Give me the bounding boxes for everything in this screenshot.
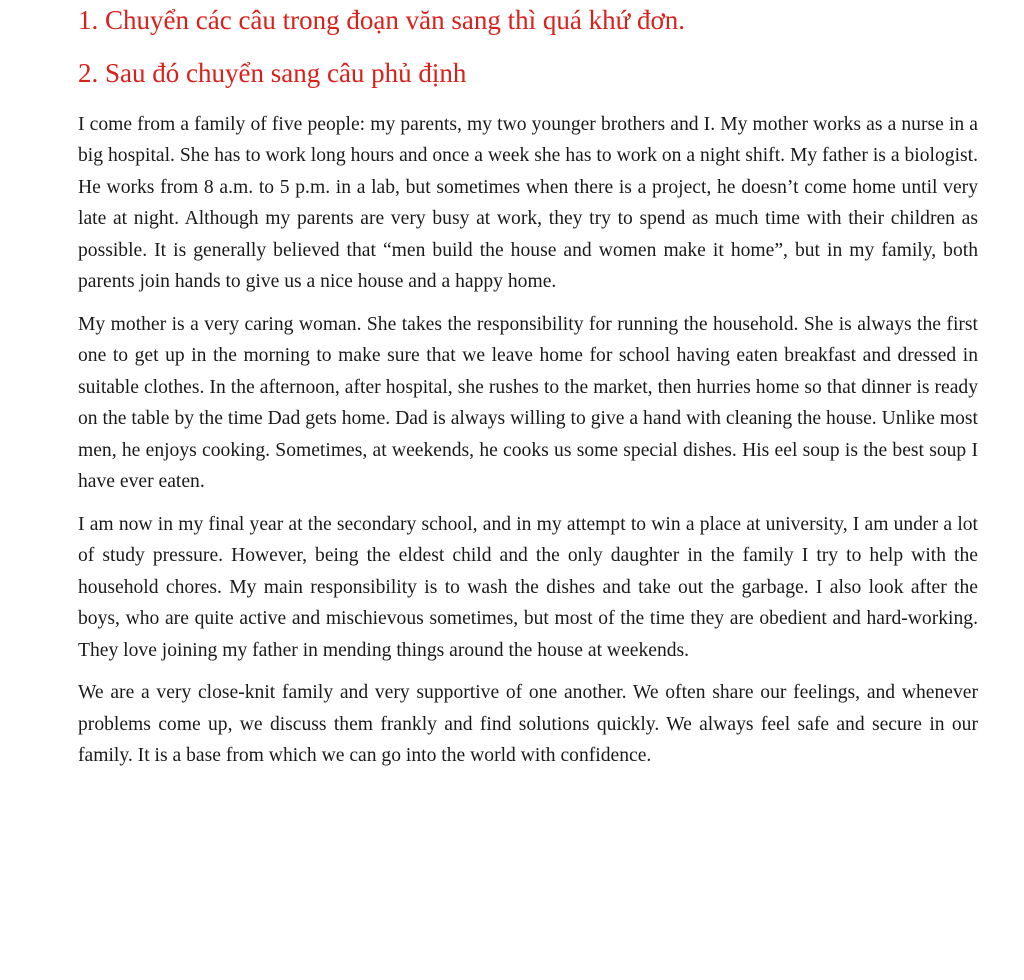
paragraph-3: I am now in my final year at the secondary school, and in my attempt to win a place at university, I am under a lot of study pressure. However, being the eldest child and the only daughter in the family I try to help with the household chores. My main responsibility is to wash the dishes and take out the garbage. I also look after the boys, who are quite active and mischievous sometimes, but most of the time they are obedient and hard-working. They love joining my father in mending things around the house at weekends.: [78, 513, 978, 661]
paragraph-1: I come from a family of five people: my parents, my two younger brothers and I. My mother works as a nurse in a big hospital. She has to work long hours and once a week she has to work on a night shift. My father is a biologist. He works from 8 a.m. to 5 p.m. in a lab, but sometimes when there is a project, he doesn’t come home until very late at night. Although my parents are very busy at work, they try to spend as much time with their children as possible. It is generally believed that “men build the house and women make it home”, but in my family, both parents join hands to give us a nice house and a happy home.: [78, 114, 978, 293]
reading-passage: [78, 109, 978, 783]
paragraph-2: My mother is a very caring woman. She takes the responsibility for running the household. She is always the first one to get up in the morning to make sure that we leave home for school having eaten breakfast and dressed in suitable clothes. In the afternoon, after hospital, she rushes to the market, then hurries home so that dinner is ready on the table by the time Dad gets home. Dad is always willing to give a hand with cleaning the house. Unlike most men, he enjoys cooking. Sometimes, at weekends, he cooks us some special dishes. His eel soup is the best soup I have ever eaten.: [78, 313, 978, 492]
paragraph-4: We are a very close-knit family and very supportive of one another. We often share our feelings, and whenever problems come up, we discuss them frankly and find solutions quickly. We always feel safe and secure in our family. It is a base from which we can go into the world with confidence.: [78, 682, 978, 767]
instruction-2: 2. Sau đó chuyển sang câu phủ định: [78, 58, 467, 88]
instruction-1: 1. Chuyển các câu trong đoạn văn sang thì quá khứ đơn.: [78, 5, 686, 35]
